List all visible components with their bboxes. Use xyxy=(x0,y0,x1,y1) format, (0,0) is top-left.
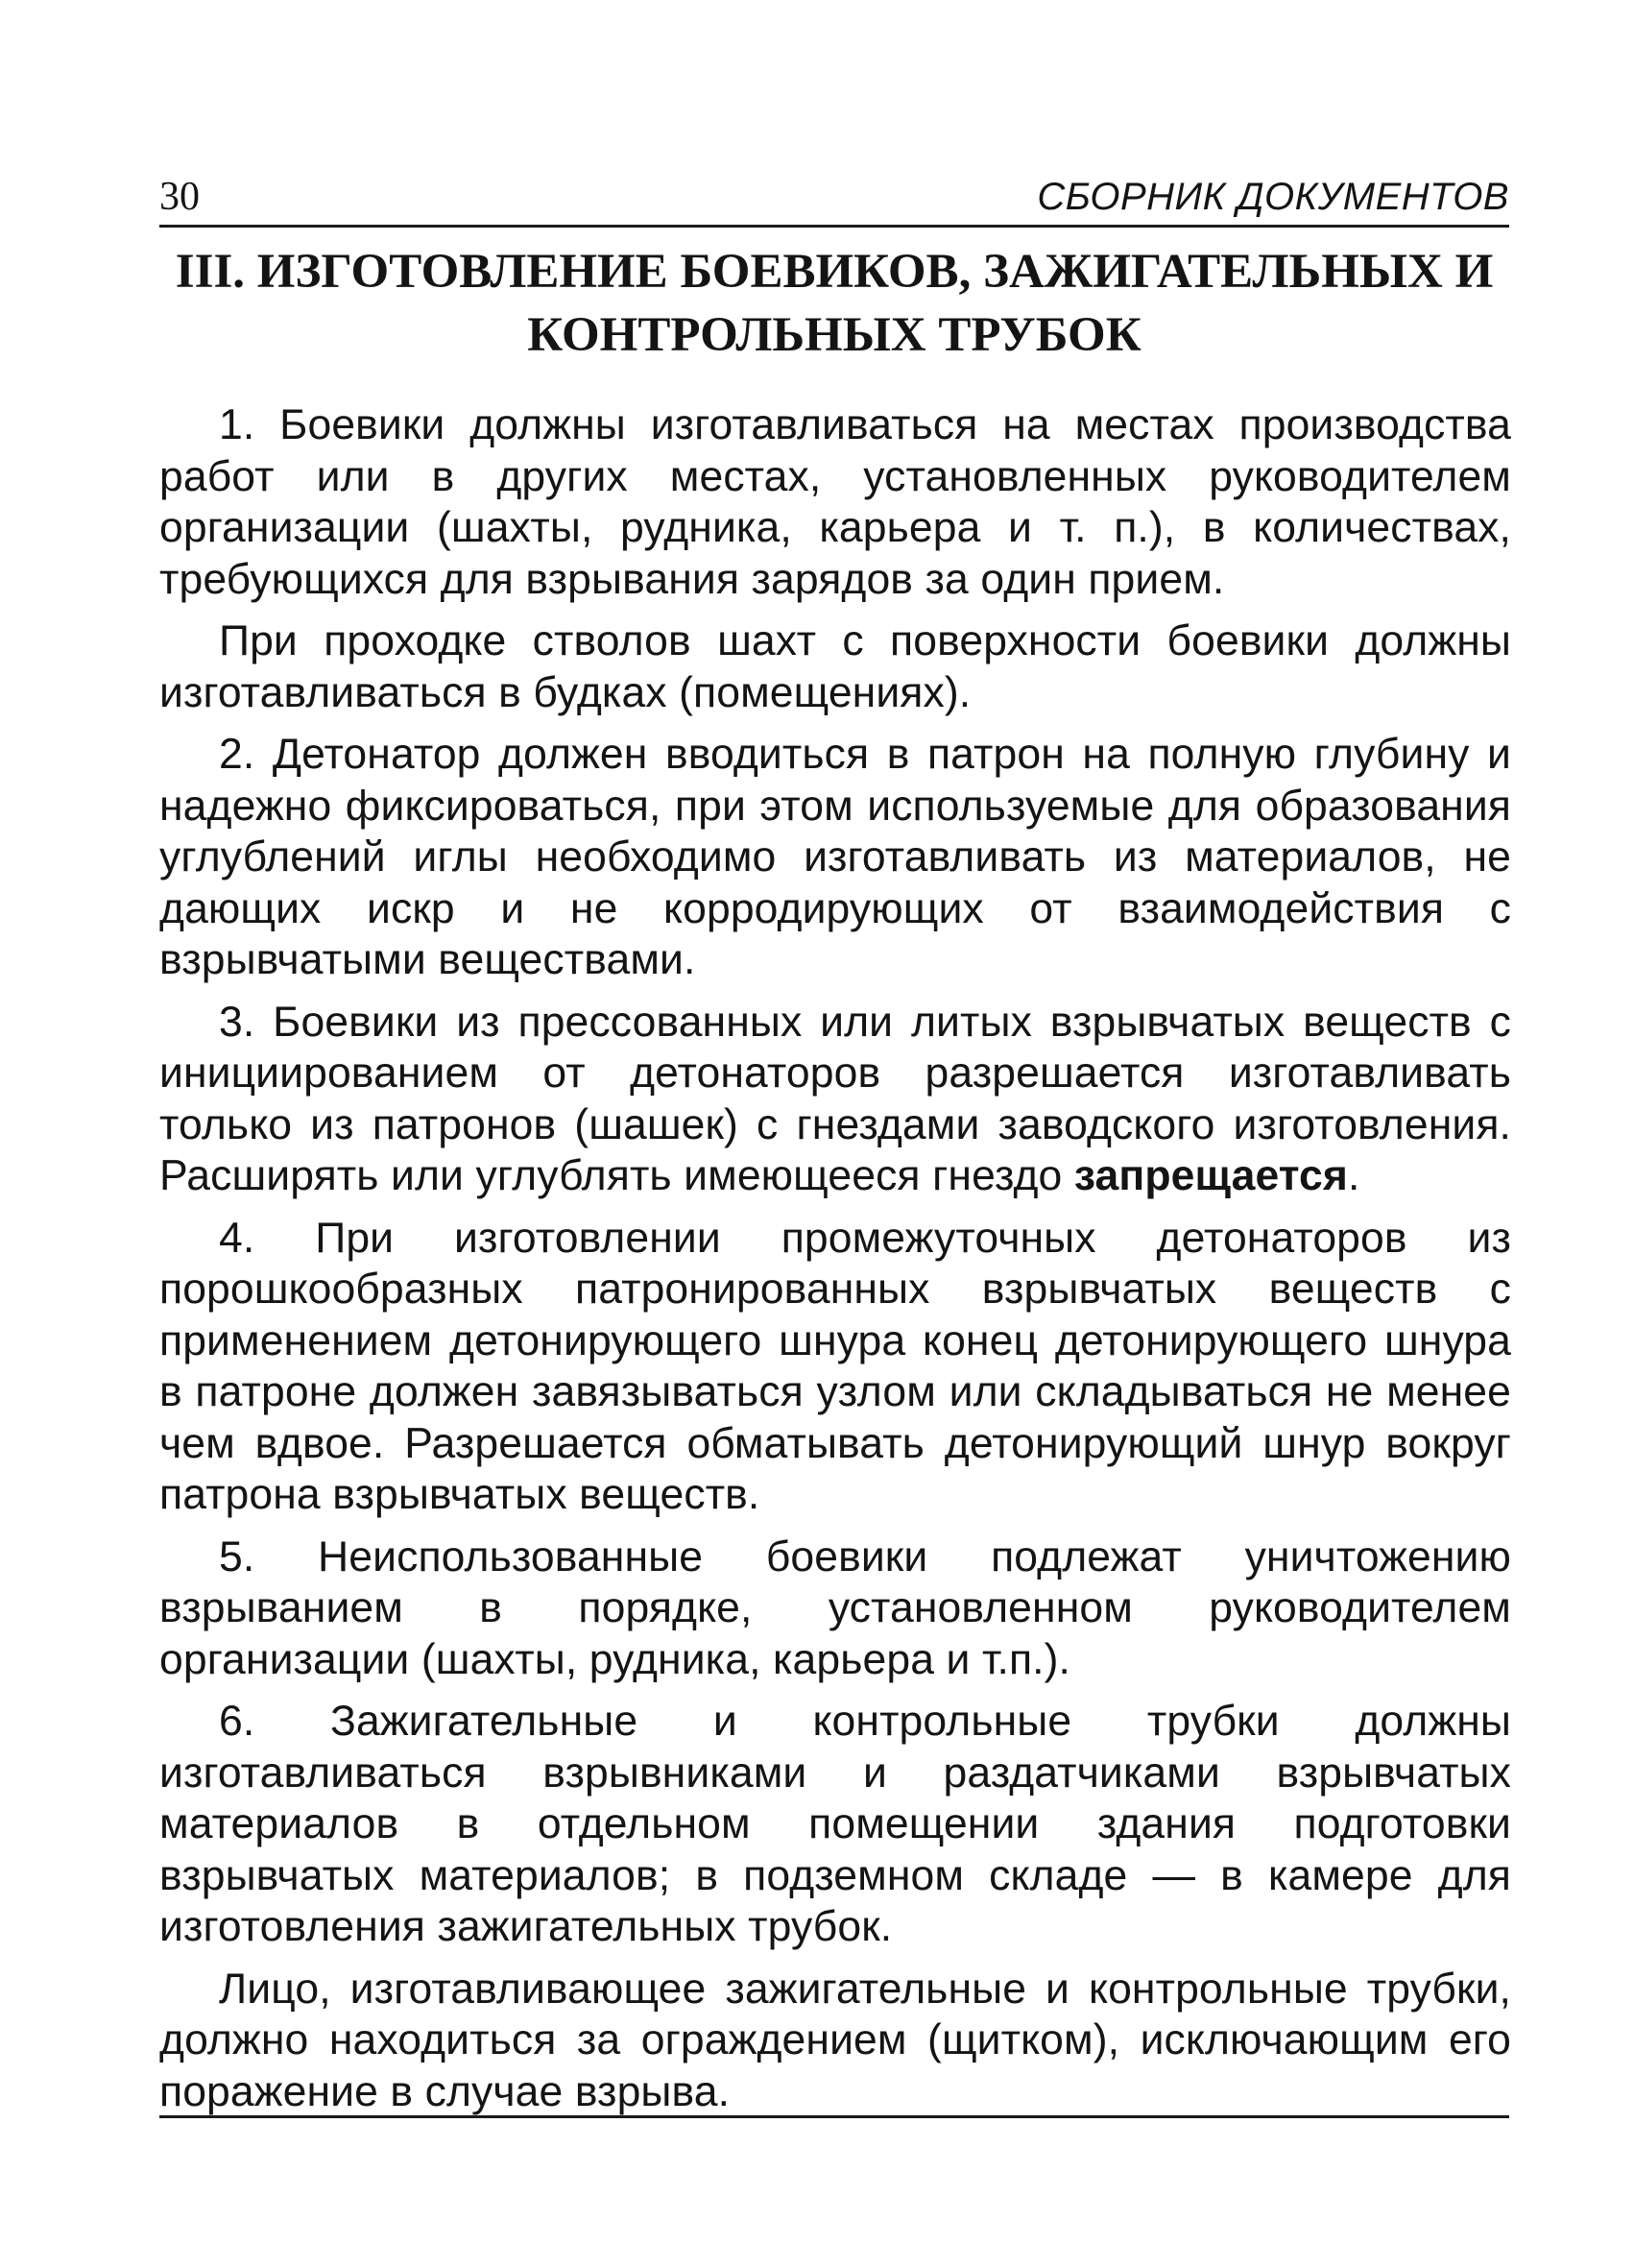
page-number: 30 xyxy=(159,175,200,219)
prohibited-emphasis: запрещается xyxy=(1073,1152,1348,1199)
body-text xyxy=(159,399,1511,2128)
paragraph-4: 4. При изготовлении промежуточных детонаторов из порошкообразных патронированных взрывчатых веществ с применением детонирующего шнура конец детонирующего шнура в патроне должен завязываться узлом или складываться не менее чем вдвое. Разрешается обматывать детонирующий шнур вокруг патрона взрывчатых веществ. xyxy=(159,1214,1511,1518)
paragraph-6: 6. Зажигательные и контрольные трубки должны изготавливаться взрывниками и раздатчиками взрывчатых материалов в отдельном помещении здания подготовки взрывчатых материалов; в подземном складе — в камере для изготовления зажигательных трубок. xyxy=(159,1698,1511,1950)
paragraph-3 xyxy=(159,997,1511,1202)
section-title: III. ИЗГОТОВЛЕНИЕ БОЕВИКОВ, ЗАЖИГАТЕЛЬНЫХ И КОНТРОЛЬНЫХ ТРУБОК xyxy=(175,245,1494,362)
paragraph-3-text: 3. Боевики из прессованных или литых взрывчатых веществ с инициированием от детонаторов разрешается изготавливать только из патронов (шашек) с гнездами заводского изготовления. Расширять или углублять имеющееся гнездо xyxy=(159,998,1511,1199)
paragraph-1: 1. Боевики должны изготавливаться на местах производства работ или в других местах, установленных руководителем организации (шахты, рудника, карьера и т. п.), в количествах, требующихся для взрывания зарядов за один прием. xyxy=(159,401,1511,603)
paragraph-3-tail: . xyxy=(1347,1152,1360,1199)
bottom-rule xyxy=(159,2115,1509,2118)
paragraph-2: 2. Детонатор должен вводиться в патрон на полную глубину и надежно фиксироваться, при этом используемые для образования углублений иглы необходимо изготавливать из материалов, не дающих искр и не корродирующих от взаимодействия с взрывчатыми веществами. xyxy=(159,731,1511,983)
paragraph-5: 5. Неиспользованные боевики подлежат уничтожению взрыванием в порядке, установленном руководителем организации (шахты, рудника, карьера и т.п.). xyxy=(159,1532,1511,1683)
running-title: СБОРНИК ДОКУМЕНТОВ xyxy=(1037,176,1509,218)
running-header xyxy=(159,169,1509,228)
paragraph-6-continuation: Лицо, изготавливающее зажигательные и контрольные трубки, должно находиться за ограждением (щитком), исключающим его поражение в случае взрыва. xyxy=(159,1965,1511,2115)
paragraph-1-continuation: При проходке стволов шахт с поверхности боевики должны изготавливаться в будках (помещениях). xyxy=(159,617,1511,716)
